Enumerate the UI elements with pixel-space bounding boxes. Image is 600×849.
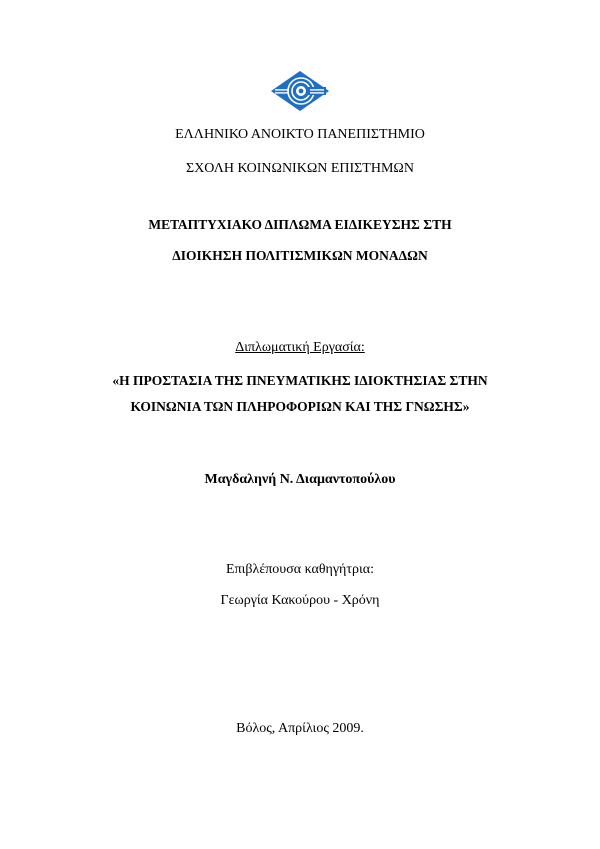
programme-title-line-2: ΔΙΟΙΚΗΣΗ ΠΟΛΙΤΙΣΜΙΚΩΝ ΜΟΝΑΔΩΝ — [172, 248, 428, 263]
place-and-date: Βόλος, Απρίλιος 2009. — [236, 721, 364, 736]
university-name: ΕΛΛΗΝΙΚΟ ΑΝΟΙΚΤΟ ΠΑΝΕΠΙΣΤΗΜΙΟ — [175, 127, 425, 142]
supervisor-label: Επιβλέπουσα καθηγήτρια: — [226, 562, 374, 577]
thesis-label: Διπλωματική Εργασία: — [235, 340, 365, 355]
programme-title-line-1: ΜΕΤΑΠΤΥΧΙΑΚΟ ΔΙΠΛΩΜΑ ΕΙΔΙΚΕΥΣΗΣ ΣΤΗ — [148, 217, 452, 232]
author-name: Μαγδαληνή Ν. Διαμαντοπούλου — [204, 472, 396, 487]
university-logo-icon — [270, 70, 330, 112]
school-name: ΣΧΟΛΗ ΚΟΙΝΩΝΙΚΩΝ ΕΠΙΣΤΗΜΩΝ — [186, 161, 414, 176]
thesis-title-line-1: «Η ΠΡΟΣΤΑΣΙΑ ΤΗΣ ΠΝΕΥΜΑΤΙΚΗΣ ΙΔΙΟΚΤΗΣΙΑΣ ΣΤΗΝ — [112, 373, 488, 388]
thesis-title-line-2: ΚΟΙΝΩΝΙΑ ΤΩΝ ΠΛΗΡΟΦΟΡΙΩΝ ΚΑΙ ΤΗΣ ΓΝΩΣΗΣ» — [130, 399, 470, 414]
supervisor-name: Γεωργία Κακούρου - Χρόνη — [220, 593, 380, 608]
